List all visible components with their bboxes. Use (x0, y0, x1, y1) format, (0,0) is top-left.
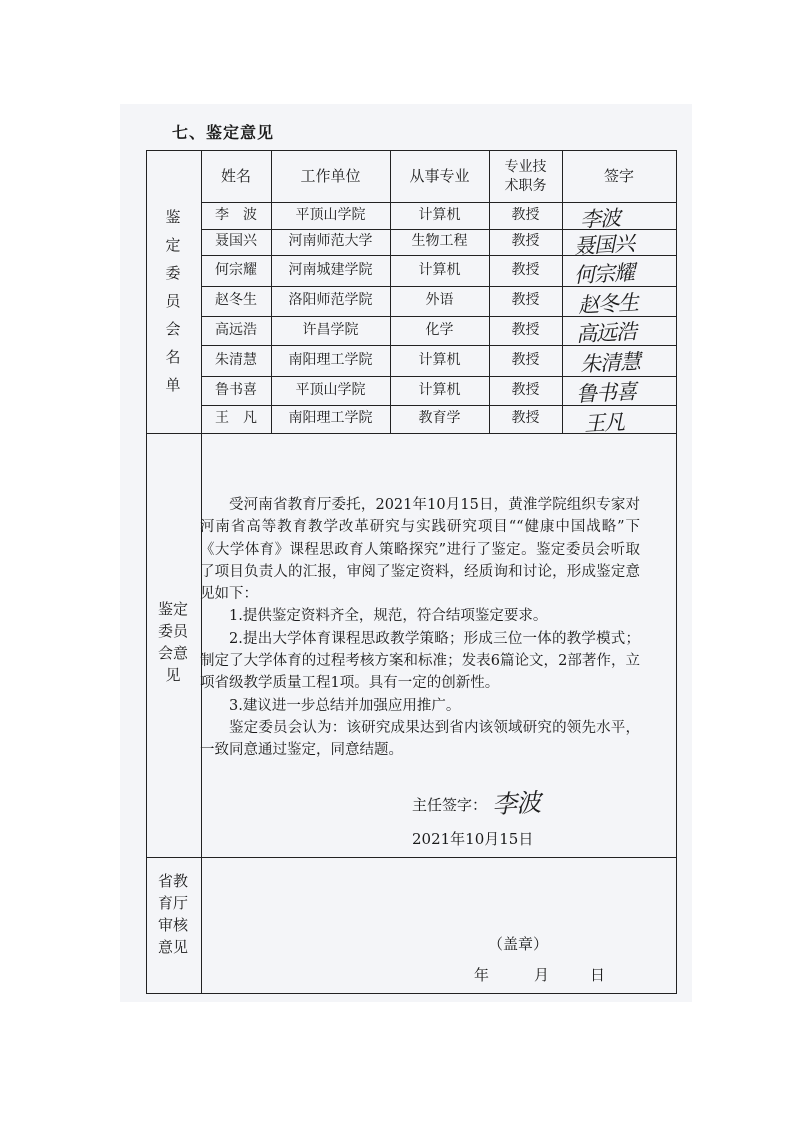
member-name: 王 凡 (215, 410, 257, 427)
member-name: 赵冬生 (215, 292, 257, 309)
committee-label-text: 鉴定委员会名单 (165, 208, 181, 394)
member-major: 外语 (425, 292, 454, 309)
member-name: 何宗耀 (215, 261, 257, 278)
header-title-line-1: 专业技 (504, 158, 547, 175)
member-signature: 鲁书喜 (575, 379, 637, 407)
opinion-date: 2021年10月15日 (412, 830, 534, 848)
review-day-label: 日 (590, 966, 606, 984)
review-label-line: 育厅 (157, 894, 188, 912)
review-label-line: 审核 (157, 916, 188, 934)
member-unit: 南阳理工学院 (288, 351, 373, 368)
member-unit: 洛阳师范学院 (288, 292, 373, 309)
opinion-label-line: 会意 (157, 644, 188, 662)
member-unit: 河南师范大学 (288, 233, 373, 250)
member-unit: 南阳理工学院 (288, 410, 373, 427)
committee-label (160, 203, 186, 399)
opinion-label-line: 鉴定 (157, 600, 188, 618)
chair-signature: 李波 (491, 787, 541, 820)
member-signature: 赵冬生 (577, 290, 639, 318)
member-title: 教授 (511, 381, 540, 398)
member-major: 计算机 (418, 261, 461, 278)
opinion-label (150, 598, 196, 686)
header-name: 姓名 (220, 167, 251, 186)
member-title: 教授 (511, 292, 540, 309)
review-label-line: 意见 (157, 938, 188, 956)
review-month-label: 月 (534, 966, 550, 984)
review-year-label: 年 (474, 966, 490, 984)
member-major: 教育学 (418, 410, 461, 427)
opinion-item-1: 1.提供鉴定资料齐全，规范，符合结项鉴定要求。 (229, 608, 548, 625)
member-name: 李 波 (215, 206, 257, 223)
opinion-conclusion: 鉴定委员会认为：该研究成果达到省内该领域研究的领先水平，一致同意通过鉴定，同意结题。 (200, 719, 640, 759)
chair-signature-label: 主任签字： (412, 796, 488, 814)
member-name: 高远浩 (215, 321, 257, 338)
header-unit: 工作单位 (300, 167, 361, 186)
member-signature: 王凡 (583, 409, 625, 437)
opinion-label-line: 见 (165, 666, 181, 684)
member-title: 教授 (511, 233, 540, 250)
member-unit: 河南城建学院 (288, 261, 373, 278)
member-name: 聂国兴 (215, 233, 257, 250)
member-unit: 平顶山学院 (295, 381, 366, 398)
member-signature: 高远浩 (575, 319, 637, 347)
member-title: 教授 (511, 351, 540, 368)
member-major: 生物工程 (411, 233, 468, 250)
opinion-paragraph: 受河南省教育厅委托，2021年10月15日，黄淮学院组织专家对河南省高等教育教学改革研究与实践研究项目““健康中国战略”下《大学体育》课程思政育人策略探究”进行了鉴定。鉴定委员会听取了项目负责人的汇报，审阅了鉴定资料，经质询和讨论，形成鉴定意见如下： (200, 497, 640, 603)
opinion-item-2: 2.提出大学体育课程思政教学策略；形成三位一体的教学模式；制定了大学体育的过程考核方案和标准；发表6篇论文，2部著作，立项省级教学质量工程1项。具有一定的创新性。 (200, 630, 640, 692)
section-heading: 七、鉴定意见 (172, 123, 275, 142)
member-major: 计算机 (418, 206, 461, 223)
member-major: 计算机 (418, 381, 461, 398)
member-major: 计算机 (418, 351, 461, 368)
review-stamp-label: （盖章） (488, 935, 549, 953)
member-title: 教授 (511, 410, 540, 427)
member-title: 教授 (511, 206, 540, 223)
opinion-text (200, 494, 640, 762)
member-title: 教授 (511, 261, 540, 278)
header-major: 从事专业 (409, 167, 470, 186)
member-title: 教授 (511, 321, 540, 338)
opinion-item-3: 3.建议进一步总结并加强应用推广。 (229, 697, 461, 714)
header-signature: 签字 (603, 167, 634, 186)
review-label-line: 省教 (157, 872, 188, 890)
member-name: 鲁书喜 (215, 381, 257, 398)
member-signature: 朱清慧 (579, 349, 641, 377)
member-signature: 何宗耀 (573, 260, 635, 288)
member-signature: 聂国兴 (573, 231, 635, 259)
rule-opinion-bottom (146, 857, 677, 858)
member-unit: 许昌学院 (302, 321, 359, 338)
header-title-line-2: 术职务 (504, 177, 547, 194)
member-major: 化学 (425, 321, 454, 338)
member-signature: 李波 (579, 205, 621, 233)
opinion-label-line: 委员 (157, 622, 188, 640)
review-label (150, 870, 196, 958)
member-name: 朱清慧 (215, 351, 257, 368)
member-unit: 平顶山学院 (295, 206, 366, 223)
header-title (489, 151, 562, 202)
